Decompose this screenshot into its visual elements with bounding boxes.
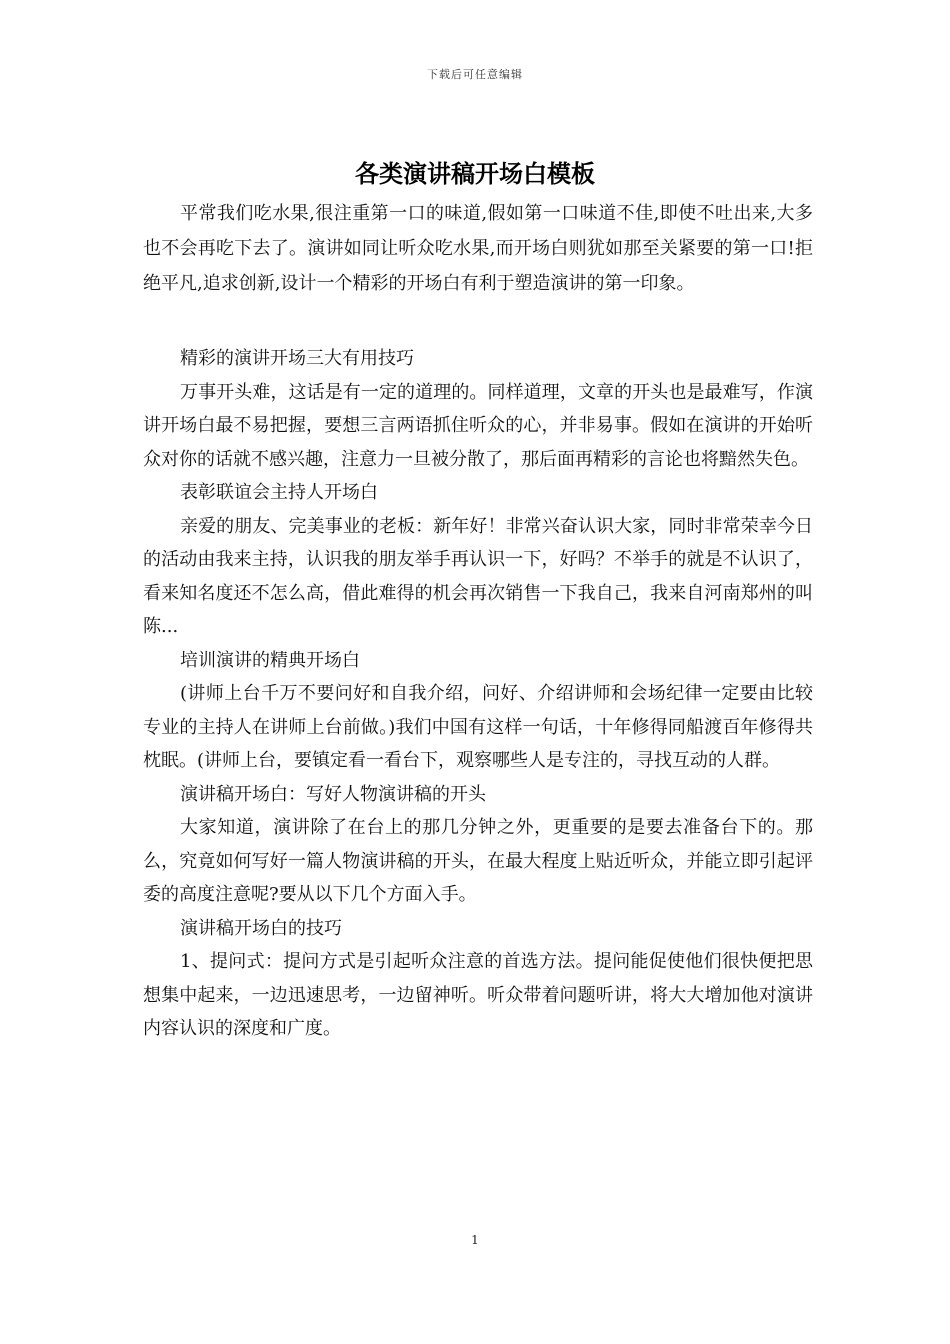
section-heading-2: 表彰联谊会主持人开场白 [180,482,378,503]
document-title: 各类演讲稿开场白模板 [355,160,595,188]
section-paragraph-3: (讲师上台千万不要问好和自我介绍，问好、介绍讲师和会场纪律一定要由比较专业的主持人在讲师上台前做。)我们中国有这样一句话，十年修得同船渡百年修得共枕眠。(讲师上台，要镇定看一看台下，观察哪些人是专注的，寻找互动的人群。 [143,683,813,771]
header-note: 下载后可任意编辑 [427,68,523,81]
section-paragraph-1: 万事开头难，这话是有一定的道理的。同样道理，文章的开头也是最难写，作演讲开场白最不易把握，要想三言两语抓住听众的心，并非易事。假如在演讲的开始听众对你的话就不感兴趣，注意力一旦被分散了，那后面再精彩的言论也将黯然失色。 [143,381,813,470]
section-heading-1: 精彩的演讲开场三大有用技巧 [180,348,414,369]
section-paragraph-5: 1、提问式：提问方式是引起听众注意的首选方法。提问能促使他们很快便把思想集中起来，一边迅速思考，一边留神听。听众带着问题听讲，将大大增加他对演讲内容认识的深度和广度。 [143,951,813,1039]
page-number: 1 [471,1233,479,1247]
section-paragraph-4: 大家知道，演讲除了在台上的那几分钟之外，更重要的是要去准备台下的。那么，究竟如何写好一篇人物演讲稿的开头，在最大程度上贴近听众，并能立即引起评委的高度注意呢?要从以下几个方面入手。 [143,817,813,905]
section-heading-5: 演讲稿开场白的技巧 [180,917,342,939]
section-paragraph-2: 亲爱的朋友、完美事业的老板：新年好！非常兴奋认识大家，同时非常荣幸今日的活动由我来主持，认识我的朋友举手再认识一下，好吗？不举手的就是不认识了，看来知名度还不怎么高，借此难得的机会再次销售一下我自己，我来自河南郑州的叫陈... [143,515,813,637]
intro-paragraph: 平常我们吃水果,很注重第一口的味道,假如第一口味道不佳,即使不吐出来,大多也不会再吃下去了。演讲如同让听众吃水果,而开场白则犹如那至关紧要的第一口!拒绝平凡,追求创新,设计一个精彩的开场白有利于塑造演讲的第一印象。 [143,203,813,294]
section-heading-3: 培训演讲的精典开场白 [180,649,360,671]
sections-block [143,342,813,1046]
section-heading-4: 演讲稿开场白：写好人物演讲稿的开头 [180,783,486,805]
intro-block [143,196,813,301]
